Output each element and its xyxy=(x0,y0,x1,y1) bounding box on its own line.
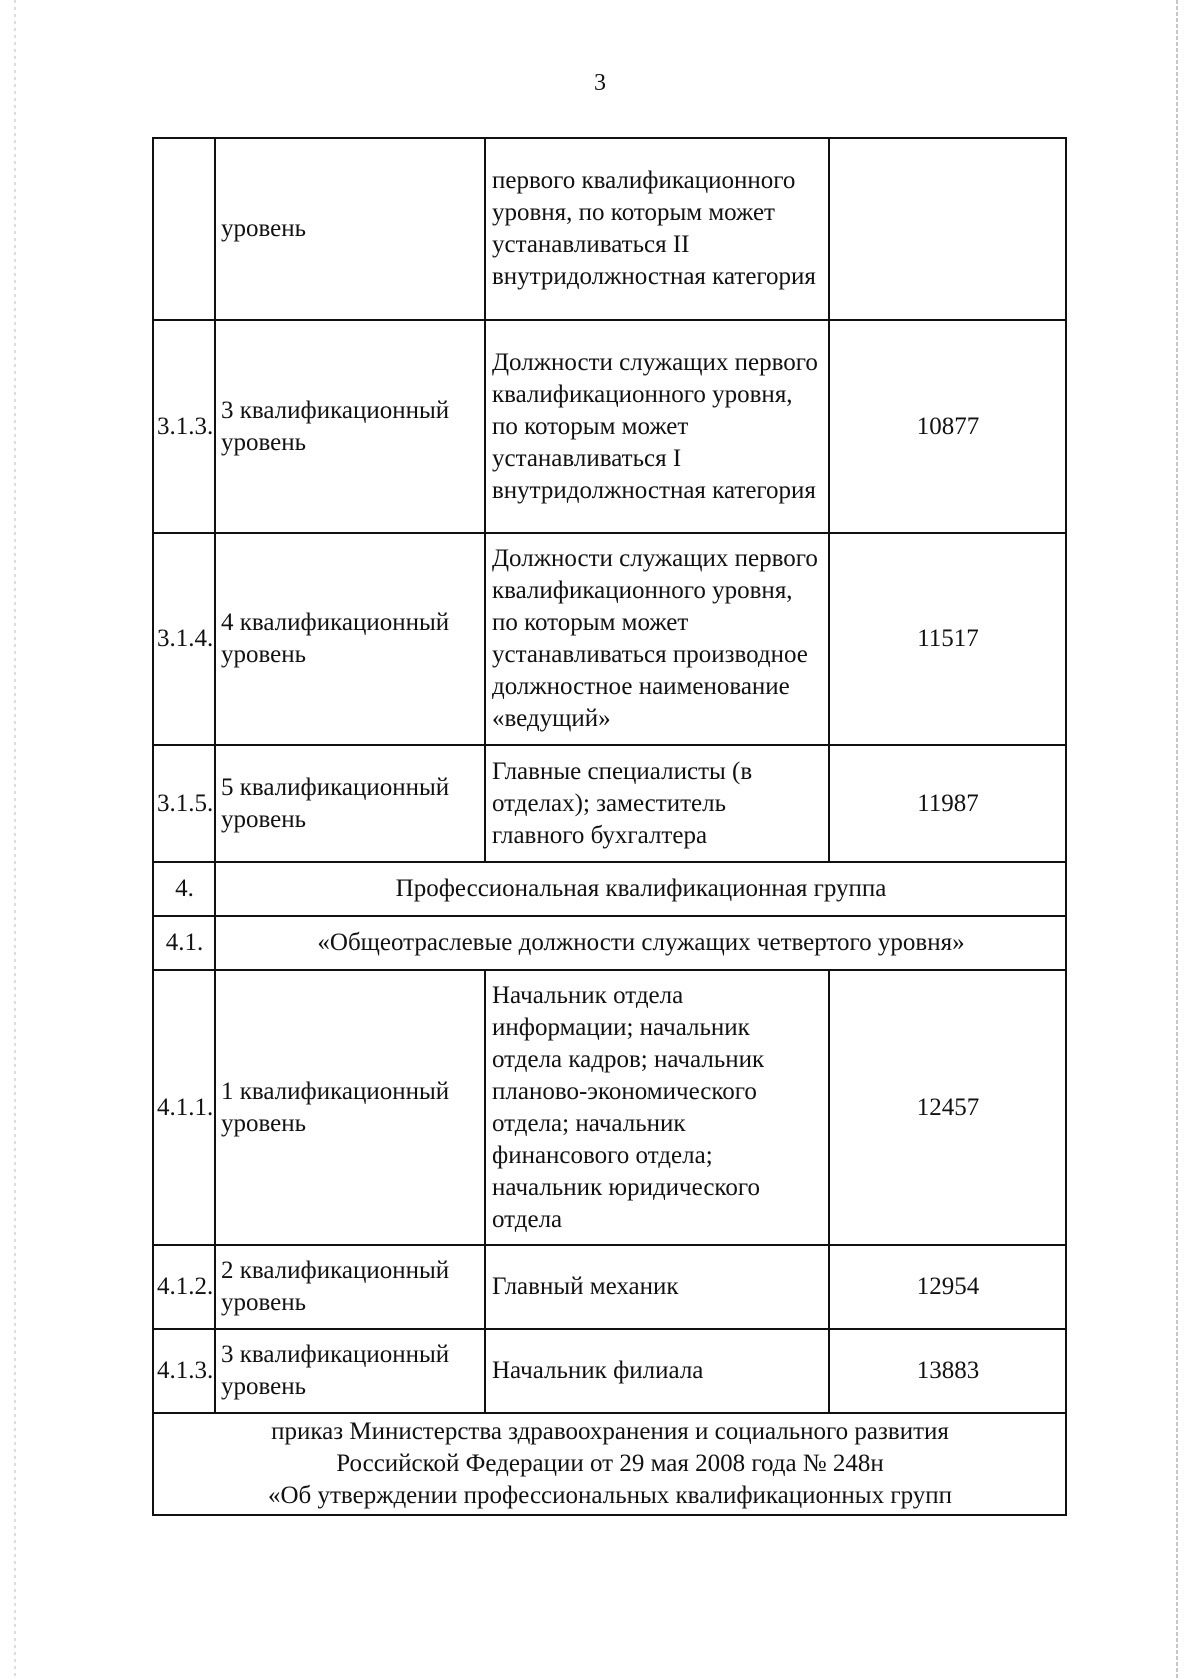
source-reference-line: приказ Министерства здравоохранения и социального развития xyxy=(271,1418,949,1445)
salary-value xyxy=(829,138,1066,320)
table-row xyxy=(153,970,1066,1245)
group-number: 4. xyxy=(153,862,215,916)
row-number: 4.1.2. xyxy=(153,1245,215,1329)
scan-edge-left xyxy=(14,0,16,1678)
table-row xyxy=(153,138,1066,320)
positions-description: Главный механик xyxy=(485,1245,829,1329)
table-row xyxy=(153,745,1066,862)
source-reference-line: «Об утверждении профессиональных квалификационных групп xyxy=(267,1482,953,1509)
positions-description: первого квалификационного уровня, по которым может устанавливаться II внутридолжностная категория xyxy=(485,138,829,320)
salary-value: 10877 xyxy=(829,320,1066,533)
row-number xyxy=(153,138,215,320)
subgroup-row xyxy=(153,916,1066,970)
subgroup-title: «Общеотраслевые должности служащих четвертого уровня» xyxy=(215,916,1066,970)
salary-value: 12954 xyxy=(829,1245,1066,1329)
table-row xyxy=(153,1245,1066,1329)
source-reference-row xyxy=(153,1413,1066,1515)
positions-description: Начальник филиала xyxy=(485,1329,829,1413)
page-number: 3 xyxy=(594,70,606,96)
positions-description: Должности служащих первого квалификационного уровня, по которым может устанавливаться производное должностное наименование «ведущий» xyxy=(485,533,829,745)
scan-edge-right xyxy=(1176,0,1178,1678)
row-number: 3.1.5. xyxy=(153,745,215,862)
positions-description: Главные специалисты (в отделах); заместитель главного бухгалтера xyxy=(485,745,829,862)
row-number: 4.1.3. xyxy=(153,1329,215,1413)
salary-value: 11987 xyxy=(829,745,1066,862)
source-reference xyxy=(153,1413,1066,1515)
table-row xyxy=(153,320,1066,533)
qualification-level: 3 квалификационный уровень xyxy=(215,1329,485,1413)
positions-description: Начальник отдела информации; начальник отдела кадров; начальник планово-экономического отдела; начальник финансового отдела; начальник юридического отдела xyxy=(485,970,829,1245)
positions-description: Должности служащих первого квалификационного уровня, по которым может устанавливаться I внутридолжностная категория xyxy=(485,320,829,533)
qualification-level: уровень xyxy=(215,138,485,320)
qualification-level: 5 квалификационный уровень xyxy=(215,745,485,862)
source-reference-line: Российской Федерации от 29 мая 2008 года № 248н xyxy=(336,1450,884,1477)
row-number: 4.1.1. xyxy=(153,970,215,1245)
salary-table xyxy=(152,137,1067,1516)
qualification-level: 2 квалификационный уровень xyxy=(215,1245,485,1329)
subgroup-number: 4.1. xyxy=(153,916,215,970)
salary-value: 11517 xyxy=(829,533,1066,745)
row-number: 3.1.4. xyxy=(153,533,215,745)
qualification-level: 1 квалификационный уровень xyxy=(215,970,485,1245)
group-row xyxy=(153,862,1066,916)
group-title: Профессиональная квалификационная группа xyxy=(215,862,1066,916)
qualification-level: 4 квалификационный уровень xyxy=(215,533,485,745)
row-number: 3.1.3. xyxy=(153,320,215,533)
table-row xyxy=(153,1329,1066,1413)
salary-value: 13883 xyxy=(829,1329,1066,1413)
salary-value: 12457 xyxy=(829,970,1066,1245)
qualification-level: 3 квалификационный уровень xyxy=(215,320,485,533)
table-row xyxy=(153,533,1066,745)
